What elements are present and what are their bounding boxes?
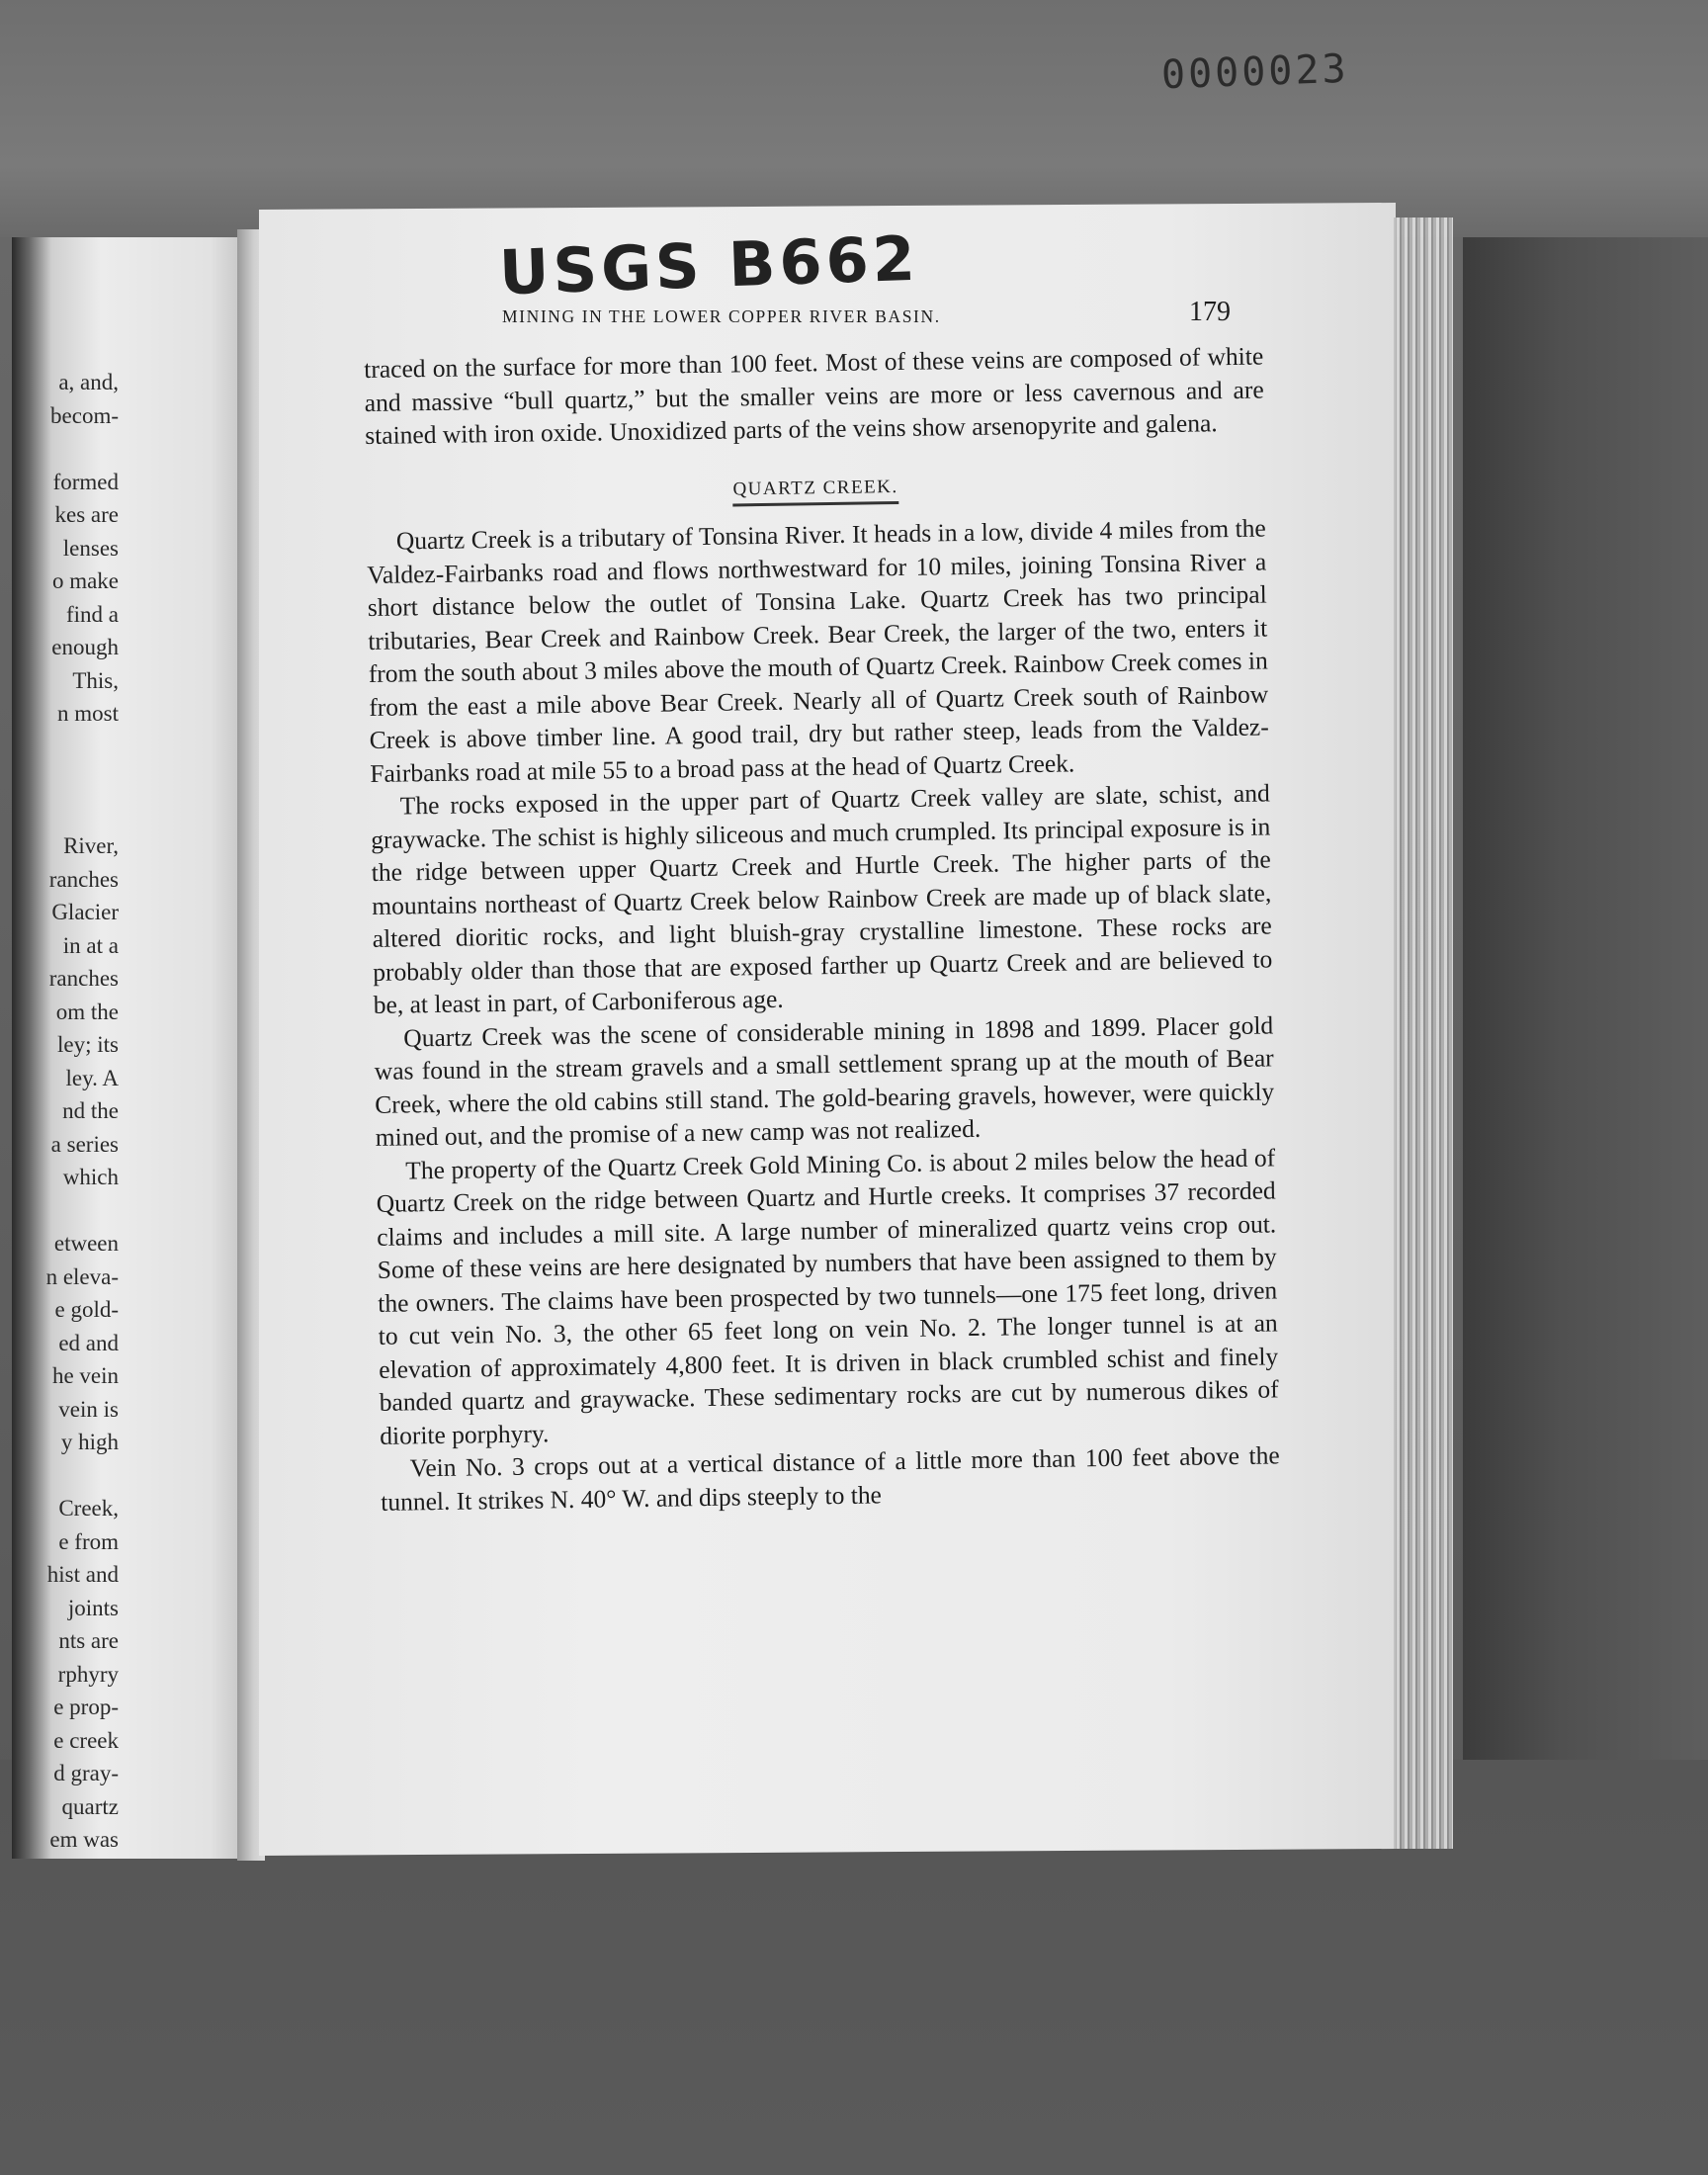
left-page-line: quartz: [61, 1793, 119, 1819]
left-page-line: lenses: [62, 535, 119, 561]
left-page-line: kes are: [54, 502, 119, 527]
left-page-line: e gold-: [54, 1297, 119, 1322]
left-page-line: becom-: [50, 402, 119, 428]
left-page-line: d gray-: [53, 1761, 119, 1785]
left-page-line: ranches: [48, 966, 119, 991]
paragraph: Vein No. 3 crops out at a vertical distance of a little more than 100 feet above the tunnel. It strikes N. 40° W. and dips steeply to the: [381, 1440, 1280, 1517]
left-page-line: [12, 1194, 119, 1228]
left-page-line: Creek,: [58, 1496, 119, 1521]
left-page-line: [12, 797, 119, 830]
left-page-line: find a: [65, 601, 119, 627]
page-header: [502, 297, 1253, 327]
left-page-line: nts are: [58, 1628, 119, 1653]
left-page: [12, 237, 241, 1859]
left-page-line: [12, 763, 119, 797]
left-page-line: ranches: [48, 866, 119, 892]
paragraph: Quartz Creek was the scene of considerable mining in 1898 and 1899. Placer gold was found in the stream gravels and a small settlement sprang up at the mouth of Bear Creek, where the old cabins still stand. The gold-bearing gravels, however, were quickly mined out, and the promise of a new camp was not realized.: [374, 1009, 1275, 1152]
left-page-line: [12, 731, 119, 764]
left-page-line: joints: [67, 1595, 119, 1620]
left-page-line: a series: [50, 1131, 119, 1157]
left-page-line: o make: [51, 568, 119, 593]
left-page-line: e prop-: [53, 1695, 119, 1719]
left-page-line: rphyry: [57, 1661, 119, 1687]
scan-background-top: [0, 0, 1708, 237]
left-page-line: e from: [58, 1528, 119, 1554]
body-text: [364, 340, 1280, 1519]
left-page-line: he vein: [51, 1363, 119, 1388]
left-page-line: which: [62, 1165, 119, 1189]
left-page-line: in at a: [62, 932, 119, 958]
left-page-line: [12, 432, 119, 466]
left-page-line: formed: [52, 469, 119, 494]
left-page-line: nd the: [62, 1098, 119, 1123]
left-page-line: a, and,: [58, 370, 119, 394]
scan-background-right: [1463, 237, 1708, 1898]
left-page-line: [12, 1459, 119, 1493]
left-page-text: [12, 366, 119, 1857]
left-page-line: etween: [53, 1231, 119, 1256]
running-head: MINING IN THE LOWER COPPER RIVER BASIN.: [502, 306, 941, 326]
left-page-line: y high: [60, 1430, 119, 1454]
left-page-line: River,: [63, 833, 119, 858]
left-page-line: n most: [57, 701, 119, 726]
paragraph: The rocks exposed in the upper part of Quartz Creek valley are slate, schist, and graywacke. The schist is highly siliceous and much crumpled. Its principal exposure is in the ridge between upper Quartz Creek and Hurtle Creek. The higher parts of the mountains northeast of Quartz Creek below Rainbow Creek are made up of black slate, altered dioritic rocks, and light bluish-gray crystalline limestone. These rocks are probably older than those that are exposed farther up Quartz Creek and are believed to be, at least in part, of Carboniferous age.: [371, 778, 1273, 1019]
page-number: 179: [1189, 297, 1231, 327]
stamp-number: 0000023: [1160, 45, 1350, 99]
left-page-line: n eleva-: [45, 1263, 119, 1289]
left-page-line: vein is: [58, 1396, 119, 1422]
left-page-line: hist and: [46, 1562, 119, 1587]
left-page-line: em was: [49, 1827, 119, 1852]
left-page-line: e creek: [53, 1727, 119, 1753]
left-page-line: Glacier: [51, 900, 119, 924]
paragraph: Quartz Creek is a tributary of Tonsina River. It heads in a low, divide 4 miles from the Valdez-Fairbanks road and flows northwestward for 10 miles, joining Tonsina River a short distance below the outlet of Tonsina Lake. Quartz Creek has two principal tributaries, Bear Creek and Rainbow Creek. Bear Creek, the larger of the two, enters it from the south about 3 miles above the mouth of Quartz Creek. Rainbow Creek comes in from the east a mile above Bear Creek. Nearly all of Quartz Creek south of Rainbow Creek is above timber line. A good trail, dry but rather steep, leads from the Valdez-Fairbanks road at mile 55 to a broad pass at the head of Quartz Creek.: [367, 513, 1269, 788]
left-page-line: enough: [51, 635, 119, 659]
section-title-text: QUARTZ CREEK.: [732, 476, 898, 505]
intro-paragraph: traced on the surface for more than 100 feet. Most of these veins are composed of white and massive “bull quartz,” but the smaller veins are more or less cavernous and are stained with iron oxide. Unoxidized parts of the veins show arsenopyrite and galena.: [364, 341, 1264, 450]
left-page-line: ley. A: [65, 1065, 119, 1090]
handwritten-label: USGS B662: [497, 221, 920, 309]
paragraph: The property of the Quartz Creek Gold Mining Co. is about 2 miles below the head of Quartz Creek on the ridge between Quartz and Hurtle creeks. It comprises 37 recorded claims and includes a mill site. A large number of mineralized quartz veins crop out. Some of these veins are here designated by numbers that have been assigned to them by the owners. The claims have been prospected by two tunnels—one 175 feet long, driven to cut vein No. 3, the other 65 feet long on vein No. 2. The longer tunnel is at an elevation of approximately 4,800 feet. It is driven in black crumbled schist and finely banded quartz and graywacke. These sedimentary rocks are cut by numerous dikes of diorite porphyry.: [376, 1142, 1279, 1450]
left-page-line: ed and: [58, 1330, 119, 1355]
left-page-line: This,: [72, 667, 119, 693]
left-page-line: ley; its: [57, 1032, 119, 1057]
section-title: [366, 465, 1265, 511]
page-edges: [1394, 218, 1453, 1849]
left-page-line: om the: [55, 999, 119, 1024]
